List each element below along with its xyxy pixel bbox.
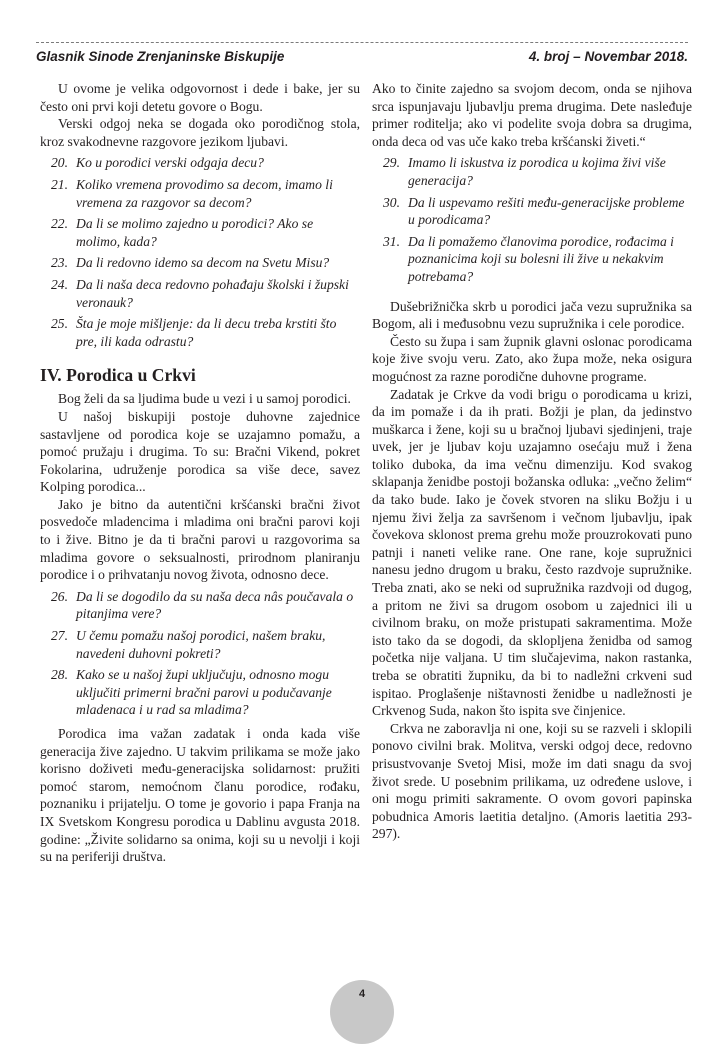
publication-title: Glasnik Sinode Zrenjaninske Biskupije [36, 49, 285, 64]
question-number: 25. [51, 316, 68, 332]
paragraph: U ovome je velika odgovornost i dede i bake, jer su često oni prvi koji detetu govore o Bogu. [40, 81, 360, 114]
question-text: Da li se molimo zajedno u porodici? Ako se molimo, kada? [76, 216, 314, 249]
question-item [40, 276, 360, 311]
paragraph: Verski odgoj neka se dogada oko porodičnog stola, kroz svakodnevne razgovore jezikom ljubavi. [40, 116, 360, 149]
section-heading: IV. Porodica u Crkvi [40, 365, 196, 386]
question-item [372, 154, 692, 189]
paragraph: Dušebrižnička skrb u porodici jača vezu supružnika sa Bogom, ali i međusobnu vezu supružnika i cele porodice. [372, 298, 692, 332]
question-number: 31. [383, 233, 400, 249]
paragraph: Crkva ne zaboravlja ni one, koji su se razveli i sklopili ponovo civilni brak. Molitva, verski odgoj dece, redovno prisustvovanje Svetoj Misi, može im dati snagu da svoj život srede. U posebnim prilikama, uz određene uslove, i oni mogu primiti sakramente. O ovom govori papinska pobudnica Amoris laetitia detaljno. (Amoris laetitia 293-297). [372, 720, 692, 842]
question-number: 24. [51, 276, 68, 292]
question-number: 26. [51, 588, 68, 604]
left-column [40, 80, 360, 866]
question-number: 21. [51, 176, 68, 192]
question-number: 22. [51, 216, 68, 232]
question-text: Imamo li iskustva iz porodica u kojima živi više generacija? [408, 155, 666, 188]
paragraph: Ako to činite zajedno sa svojom decom, onda se njihova srca ispunjavaju ljubavlju prema drugima. Dete nasleđuje primer roditelja; ako vi podelite svoja dobra sa drugima, onda deca od vas uče kako treba kršćanski živeti.“ [372, 81, 692, 149]
question-number: 30. [383, 194, 400, 210]
question-number: 23. [51, 255, 68, 271]
question-item [372, 194, 692, 229]
question-text: Kako se u našoj župi uključuju, odnosno mogu uključiti primerni bračni parovi u podučavanje mladenaca i u rad sa mladima? [76, 667, 332, 718]
question-item [40, 315, 360, 350]
question-number: 20. [51, 155, 68, 171]
right-column [372, 80, 692, 843]
question-text: Koliko vremena provodimo sa decom, imamo li vremena za razgovor sa decom? [76, 176, 333, 210]
page-header [36, 49, 688, 69]
page-number: 4 [358, 988, 366, 1000]
question-item [40, 627, 360, 662]
question-text: Da li pomažemo članovima porodice, rođacima i poznanicima koji su bolesni ili žive u nekakvim potrebama? [408, 233, 674, 284]
paragraph: Porodica ima važan zadatak i onda kada više generacija žive zajedno. U takvim prilikama se može jako korisno doživeti među-generacijska solidarnost: pružiti pomoć starom, nemoćnom članu porodice, rođaku, poznaniku i prijatelju. O tome je govorio i papa Franja na IX Svetskom Kongresu porodica u Dablinu avgusta 2018. godine: „Živite solidarno sa onima, koji su u nevolji i koji su na periferiji društva. [40, 726, 360, 865]
question-text: Da li se dogodilo da su naša deca nâs poučavala o pitanjima vere? [76, 588, 354, 622]
question-list [40, 588, 360, 719]
question-number: 27. [51, 628, 68, 644]
paragraph: U našoj biskupiji postoje duhovne zajednice sastavljene od porodica koje se uzajamno pomažu, a pomoć pružaju i drugima. To su: Bračni Vikend, pokret Fokolarina, udruženje porodica sa više dece, savez Kolping porodica... [40, 408, 360, 495]
question-item [40, 176, 360, 211]
question-text: Šta je moje mišljenje: da li decu treba krstiti što pre, ili kada odrastu? [76, 316, 337, 349]
question-item [372, 233, 692, 286]
question-text: U čemu pomažu našoj porodici, našem braku, navedeni duhovni pokreti? [76, 628, 326, 661]
question-text: Ko u porodici verski odgaja decu? [76, 155, 264, 171]
issue-label: 4. broj – Novembar 2018. [528, 49, 688, 64]
question-text: Da li redovno idemo sa decom na Svetu Misu? [76, 255, 330, 271]
paragraph: Zadatak je Crkve da vodi brigu o porodicama u krizi, da im pomaže i da ih prati. Božji je plan, da jedinstvo muškarca i žene, koji su u bračnoj ljubavi sjedinjeni, traje uvek, jer je ljubav koju uzajamno osećaju muž i žena toliko duboka, da ima večnu dimenziju. Kod svakog sklapanja ženidbe postoji božanska odluka: „večno želim“ da tako bude. Iako je čovek stvoren na sliku Božju i u njemu živi želja za savršenom i večnom ljubavlju, ipak čovekova sklonost prema grehu može prouzrokovati puno patnji i naneti velike rane. One rane, koje supružnici nanesu jedno drugom u braku, često razdvoje supružnike. Treba znati, ako se neki od supružnika razdvoji od dugog, a pritom ne živi sa drugom osobom u zajednici ili u civilnom braku, on može pristupati sakramentima. Može isto tako da se dogodi, da sklopljena ženidba od samog početka nije valjana. U tim slučajevima, nakon rastanka, treba se obratiti župniku, da bi to nadležni crkveni sud ispitao. Proglašenje ništavnosti ženidbe u nadležnosti je Crkvenog Suda, nakon što ispita sve činjenice. [372, 386, 692, 719]
question-list [40, 154, 360, 350]
question-text: Da li naša deca redovno pohađaju školski i župski veronauk? [76, 276, 349, 310]
question-item [40, 154, 360, 172]
question-number: 29. [383, 155, 400, 171]
question-list [372, 154, 692, 285]
paragraph: Jako je bitno da autentični kršćanski bračni život posvedoče mladencima i mladima oni bračni parovi koji to i žive. Bitno je da ti bračni parovi u razgovorima sa mladima govore o seksualnosti, prirodnom planiranju porodice i o prihvatanju novog života, odnosno dece. [40, 496, 360, 583]
paragraph: Često su župa i sam župnik glavni oslonac porodicama koje žive svoju veru. Zato, ako župa može, neka osigura mogućnost za razne porodične duhovne programe. [372, 333, 692, 384]
question-item [40, 588, 360, 623]
question-item [40, 254, 360, 272]
question-item [40, 215, 360, 250]
paragraph: Bog želi da sa ljudima bude u vezi i u samoj porodici. [58, 391, 351, 407]
question-text: Da li uspevamo rešiti među-generacijske probleme u porodicama? [408, 194, 685, 228]
header-divider [36, 42, 688, 43]
question-item [40, 666, 360, 719]
question-number: 28. [51, 667, 68, 683]
